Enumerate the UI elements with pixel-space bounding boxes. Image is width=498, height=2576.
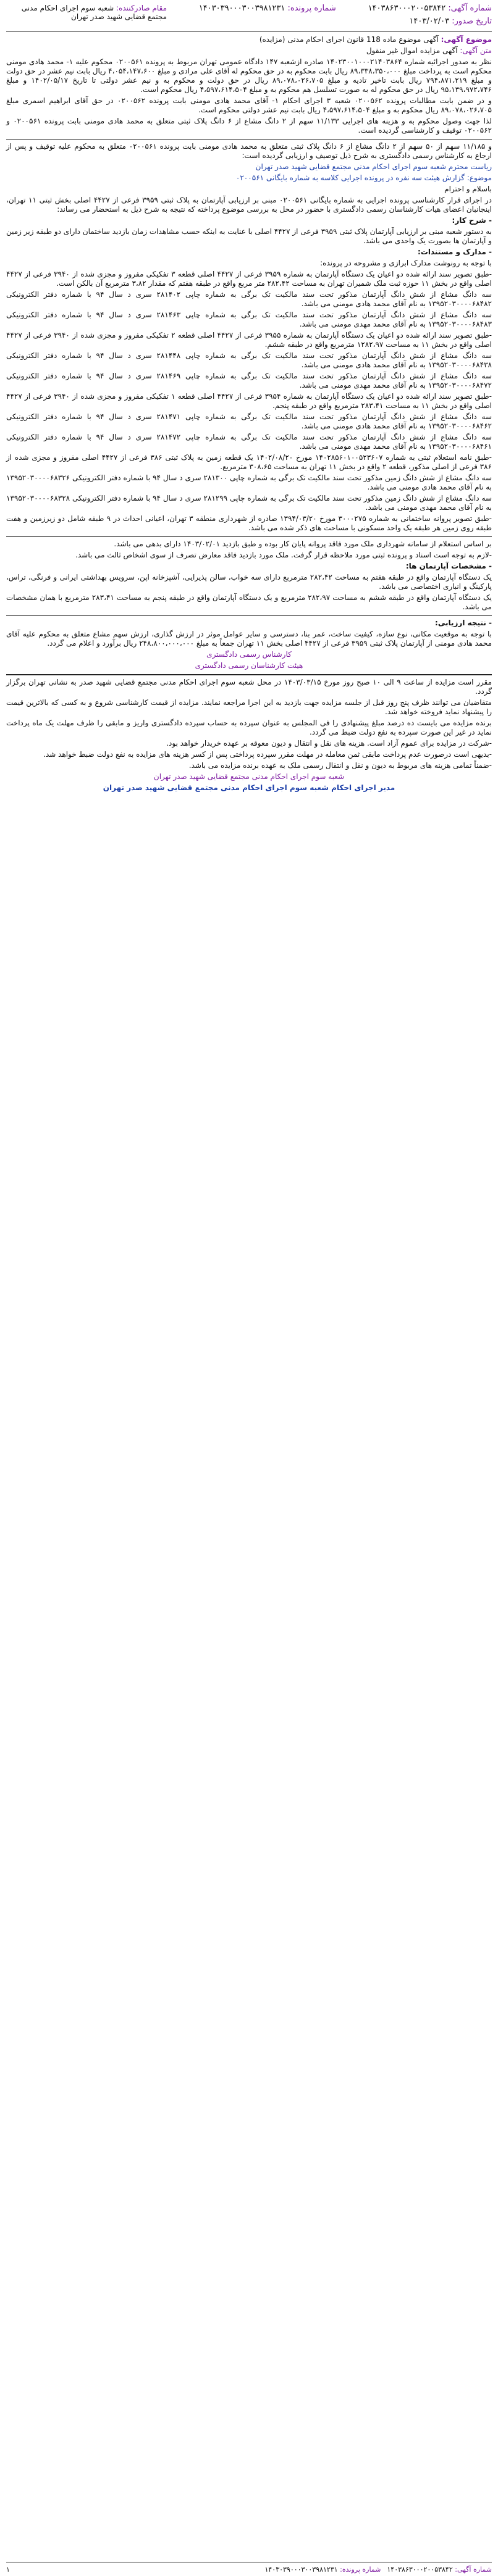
notice-body xyxy=(6,31,492,793)
paragraph-22: بر اساس استعلام از سامانه شهرداری ملک مورد فاقد پروانه پایان کار بوده و طبق بازدید ۱۴۰۳/۰۲/۰۱ دارای بدهی می باشد. xyxy=(114,540,492,548)
paragraph-18: -طبق تصویر پروانه ساختمانی به شماره ۳۰۰۰۲۷۵ مورخ ۱۳۹۴/۰۳/۲۰ صادره از شهرداری منطقه ۳ تهران، اعیانی احداث در ۹ طبقه شامل دو زیرزمین و هفت طبقه روی زمین هر طبقه یک واحد مسکونی با مساحت های ذکر شده می باشد. xyxy=(6,514,492,532)
issue-date-label: تاریخ صدور: xyxy=(452,17,492,26)
intro-value: آگهی مزایده اموال غیر منقول xyxy=(366,46,458,55)
footer-notice-value: ۱۴۰۳۸۶۳۰۰۰۲۰۰۵۳۸۴۲ xyxy=(387,2565,453,2574)
paragraph-4: و ۱۱/۱۸۵ سهم از ۵۰ سهم از ۲ دانگ مشاع از ۶ دانگ پلاک ثبتی متعلق به محمد هادی مومنی بابت پرونده ۰۲۰۰۵۶۱ متعلق به محکوم علیه توقیف و پس از ارجاع به کارشناس رسمی دادگستری به شرح ذیل توصیف و ارزیابی گردیده است: xyxy=(6,142,492,160)
paragraph-15: -طبق نامه استعلام ثبتی به شماره ۱۴۰۲۸۵۶۰۱۰۰۵۲۳۶۰۷ مورخ ۱۴۰۲/۰۸/۲۰ یک قطعه زمین به پلاک ثبتی ۳۸۶ فرعی از ۴۴۲۷ اصلی مفروز و مجزی شده از ۳۸۶ فرعی از اصلی مذکور، قطعه ۲ واقع در بخش ۱۱ تهران به مساحت ۳۰۸،۶۵ مترمربع. xyxy=(6,453,492,471)
greeting: باسلام و احترام xyxy=(444,185,492,193)
paragraph-31: -ضمناً تمامی هزینه های مربوط به دیون و نقل و انتقال رسمی ملک به عهده برنده مزایده می باشد. xyxy=(188,761,492,770)
footer-notice-label: شماره آگهی: xyxy=(455,2565,492,2574)
paragraph-12: -طبق تصویر سند ارائه شده دو اعیان یک دستگاه آپارتمان به شماره ۳۹۵۴ فرعی از ۴۴۲۷ اصلی قطعه ۱ تفکیکی مفروز و مجزی شده از ۳۹۴۰ فرعی از ۴۴۲۷ اصلی واقع در بخش ۱۱ به مساحت ۲۸۳،۴۱ مترمربع واقع در طبقه پنجم. xyxy=(6,392,492,410)
recipient: ریاست محترم شعبه سوم اجرای احکام مدنی مجتمع قضایی شهید صدر تهران xyxy=(255,162,492,171)
page-number: ۱ xyxy=(6,2565,10,2574)
divider xyxy=(6,674,492,675)
notice-number-label: شماره آگهی: xyxy=(448,4,492,13)
paragraph-13: سه دانگ مشاع از شش دانگ آپارتمان مذکور تحت سند مالکیت تک برگی به شماره چاپی ۲۸۱۴۷۱ سری د سال ۹۴ با شماره دفتر الکترونیکی ۱۳۹۵۲۰۳۰۰۰۰۶۸۴۶۲ به نام آقای محمد هادی مومنی می باشد. xyxy=(6,412,492,430)
topic-label: موضوع آگهی: xyxy=(441,35,492,44)
footer-record-value: ۱۴۰۳۰۳۹۰۰۰۳۰۰۳۹۸۱۲۳۱ xyxy=(264,2565,338,2574)
paragraph-8: سه دانگ مشاع از شش دانگ آپارتمان مذکور تحت سند مالکیت تک برگی به شماره چاپی ۲۸۱۴۶۳ سری د سال ۹۴ با شماره دفتر الکترونیکی ۱۳۹۵۲۰۳۰۰۰۰۶۸۴۸۳ به نام آقای محمد مهدی مومنی می باشد. xyxy=(6,311,492,328)
divider xyxy=(6,536,492,537)
header-right-column xyxy=(368,4,492,26)
section-work-heading: - شرح کار: xyxy=(452,216,492,225)
section-result-heading: - نتیجه ارزیابی: xyxy=(435,619,492,627)
paragraph-11: سه دانگ مشاع از شش دانگ آپارتمان مذکور تحت سند مالکیت تک برگی به شماره چاپی ۲۸۱۴۶۹ سری د سال ۹۴ با شماره دفتر الکترونیکی ۱۳۹۵۲۰۳۰۰۰۰۶۸۴۷۲ به نام آقای محمد مهدی مومنی می باشد. xyxy=(6,372,492,390)
paragraph-27: متقاضیان می توانند ظرف پنج روز قبل از جلسه مزایده جهت بازدید به این اجرا مراجعه نمایند. مزایده از قیمت کارشناسی شروع و به کسی که بالاترین قیمت را پیشنهاد نماید فروخته خواهد شد. xyxy=(6,698,492,716)
paragraph-29: -شرکت در مزایده برای عموم آزاد است. هزینه های نقل و انتقال و دیون معوقه بر عهده خریدار خواهد بود. xyxy=(166,739,492,748)
paragraph-30: -بدیهی است درصورت عدم پرداخت مابقی ثمن معامله در مهلت مقرر سپرده پرداختی پس از کسر هزینه های مزایده به نفع دولت ضبط خواهد شد. xyxy=(43,750,492,759)
notice-header xyxy=(6,0,492,31)
record-number xyxy=(199,4,336,13)
paragraph-28: برنده مزایده می بایست ده درصد مبلغ پیشنهادی را فی المجلس به عنوان سپرده به حساب سپرده دادگستری واریز و مابقی را ظرف مهلت یک ماه پرداخت نماید در غیر این صورت سپرده به نفع دولت ضبط می گردد. xyxy=(6,719,492,736)
issuer xyxy=(6,4,167,21)
record-number-label: شماره پرونده: xyxy=(287,4,336,13)
divider xyxy=(6,139,492,140)
paragraph-7: سه دانگ مشاع از شش دانگ آپارتمان مذکور تحت سند مالکیت تک برگی به شماره چاپی ۲۸۱۴۰۲ سری د سال ۹۴ با شماره دفتر الکترونیکی ۱۳۹۵۲۰۳۰۰۰۰۶۸۴۸۲ به نام آقای محمد هادی مومنی می باشد. xyxy=(6,290,492,308)
section-specs-heading: - مشخصات آپارتمان ها: xyxy=(405,562,492,570)
footer-notice xyxy=(387,2566,492,2574)
divider xyxy=(6,615,492,616)
footer-right xyxy=(264,2566,492,2574)
paragraph-26: مقرر است مزایده از ساعت ۹ الی ۱۰ صبح روز مورخ ۱۴۰۳/۰۳/۱۵ در محل شعبه سوم اجرای احکام مدنی مجتمع قضایی شهید صدر به نشانی تهران برگزار گردد. xyxy=(6,678,492,696)
signature: مدیر اجرای احکام شعبه سوم اجرای احکام مدنی مجتمع قضایی شهید صدر تهران xyxy=(103,783,395,792)
paragraph-23: -لازم به توجه است اسناد و پرونده ثبتی مورد ملاحظه قرار گرفت. ملک مورد بازدید فاقد معارض تصرف از سوی اشخاص ثالث می باشد. xyxy=(75,551,492,559)
paragraph-9: -طبق تصویر سند ارائه شده دو اعیان یک دستگاه آپارتمان به شماره ۳۹۵۵ فرعی از ۴۴۲۷ اصلی قطعه ۲ تفکیکی مفروز و مجزی شده از ۳۹۴۰ فرعی از ۴۴۲۷ اصلی واقع در بخش ۱۱ به مساحت ۱۲۸۲،۹۷ مترمربع واقع در طبقه ششم. xyxy=(6,331,492,349)
intro-label: متن آگهی: xyxy=(460,46,492,55)
notice-topic xyxy=(6,35,492,44)
notice-number xyxy=(368,4,492,13)
paragraph-10: سه دانگ مشاع از شش دانگ آپارتمان مذکور تحت سند مالکیت تک برگی به شماره چاپی ۲۸۱۴۴۸ سری د سال ۹۴ با شماره دفتر الکترونیکی ۱۳۹۵۲۰۳۰۰۰۰۶۸۴۳۸ به نام آقای محمد هادی مومنی می باشد. xyxy=(6,351,492,369)
closing-block-2: هیئت کارشناسان رسمی دادگستری xyxy=(195,661,303,670)
paragraph-25: با توجه به موقعیت مکانی، نوع سازه، کیفیت ساخت، عمر بنا، دسترسی و سایر عوامل موثر در ارزش گذاری، ارزش سهم مشاع متعلق به محکوم علیه آقای محمد هادی مومنی از آپارتمان پلاک ثبتی ۳۹۵۹ فرعی از ۴۴۲۷ اصلی بخش ۱۱ تهران جمعاً به مبلغ ۲۴۸،۸۰۰،۰۰۰،۰۰۰ ریال برآورد و اعلام می گردد. xyxy=(6,630,492,648)
paragraph-5: در اجرای قرار کارشناسی پرونده اجرایی به شماره بایگانی ۰۲۰۰۵۶۱ مبنی بر ارزیابی آپارتمان به پلاک ثبتی ۳۹۵۹ فرعی از ۴۴۲۷ اصلی بخش ثبتی ۱۱ تهران، اینجانبان اعضای هیات کارشناسان رسمی دادگستری با حضور در محل به بررسی موضوع پرداخته که نتیجه به شرح ذیل به استحضار می رساند: xyxy=(6,196,492,214)
paragraph-17: سه دانگ مشاع از شش دانگ زمین مذکور تحت سند مالکیت تک برگی به شماره چاپی ۲۸۱۲۹۹ سری د سال ۹۴ با شماره دفتر الکترونیکی ۱۳۹۵۲۰۳۰۰۰۰۶۸۳۲۸ به نام آقای محمد مهدی مومنی می باشد. xyxy=(6,494,492,512)
paragraph-6: -طبق تصویر سند ارائه شده دو اعیان یک دستگاه آپارتمان به شماره ۳۹۵۹ فرعی از ۴۴۲۷ اصلی قطعه ۳ تفکیکی مفروز و مجزی شده از ۳۹۴۰ فرعی از ۴۴۲۷ اصلی واقع در بخش ۱۱ حوزه ثبت ملک شمیران تهران به مساحت ۲۸۲،۴۲ متر مربع واقع در طبقه هفتم که مقدار ۳،۸۲ مترمربع آن بالکن است. xyxy=(6,270,492,288)
closing-block-3: شعبه سوم اجرای احکام مدنی مجتمع قضایی شهید صدر تهران xyxy=(153,772,345,781)
paragraph-21: یک دستگاه آپارتمان واقع در طبقه ششم به مساحت ۲۸۲،۹۷ مترمربع و یک دستگاه آپارتمان واقع در طبقه پنجم به مساحت ۲۸۳،۴۱ مترمربع با همان مشخصات می باشد. xyxy=(6,593,492,611)
record-number-value: ۱۴۰۳۰۳۹۰۰۰۳۰۰۳۹۸۱۲۳۱ xyxy=(198,4,285,13)
footer-record xyxy=(264,2566,381,2574)
issue-date xyxy=(368,17,492,26)
section-docs-heading: - مدارک و مستندات: xyxy=(418,248,492,256)
paragraph-14: سه دانگ مشاع از شش دانگ آپارتمان مذکور تحت سند مالکیت تک برگی به شماره چاپی ۲۸۱۴۷۲ سری د سال ۹۴ با شماره دفتر الکترونیکی ۱۳۹۵۲۰۳۰۰۰۰۶۸۴۶۱ به نام آقای محمد مهدی مومنی می باشد. xyxy=(6,433,492,451)
paragraph-1: نظر به صدور اجرائیه شماره ۱۴۰۲۳۰۰۱۰۰۰۲۱۴۰۳۸۶۴ صادره ازشعبه ۱۴۷ دادگاه عمومی تهران مربوط به پرونده ۰۲۰۰۵۶۱ محکوم علیه ۱- محمد هادی مومنی محکوم است به پرداخت مبلغ ۸۹،۳۳۸،۳۵۰،۰۰۰ ریال بابت محکوم به در حق محکوم له آقای علی مرادی و مبلغ ۴،۰۵۴،۱۴۷،۶۰۰ ریال بابت نیم عشر در حق دولت و مبلغ ۷۹۴،۸۷۱،۲۱۹ ریال بابت تاخیر تادیه و مبلغ ۸۹،۰۷۸،۰۲۶،۷۰۵ ریال در حق دولت و محکوم به و نیم عشر دولتی تا تاریخ ۱۴۰۲/۰۵/۱۷ و مبلغ ۹۵،۱۳۹،۹۷۲،۷۴۶ ریال در حق محکوم له به صورت تسلسل هم محکوم به و مبلغ ۴،۵۹۷،۶۱۴،۵۰۴ ریال محکوم است. xyxy=(6,57,492,94)
section-work-text: به دستور شعبه مبنی بر ارزیابی آپارتمان پلاک ثبتی ۳۹۵۹ فرعی از ۴۴۲۷ اصلی با عنایت به اینکه حسب مشاهدات زمان بازدید ساختمان دارای دو طبقه زیر زمین و آپارتمان ها بصورت یک واحدی می باشد. xyxy=(6,227,492,245)
header-left-column xyxy=(6,4,167,21)
topic-value: آگهی موضوع ماده 118 قانون اجرای احکام مدنی (مزایده) xyxy=(259,35,439,44)
notice-footer xyxy=(6,2562,492,2576)
report-subject: موضوع: گزارش هیئت سه نفره در پرونده اجرایی کلاسه به شماره بایگانی ۰۲۰۰۵۶۱ xyxy=(235,173,492,182)
footer-record-label: شماره پرونده: xyxy=(340,2565,381,2574)
section-docs-text: با توجه به رونوشت مدارک ابرازی و مشروحه در پرونده: xyxy=(320,259,492,267)
paragraph-20: یک دستگاه آپارتمان واقع در طبقه هفتم به مساحت ۲۸۲،۴۲ مترمربع دارای سه خواب، سالن پذیرایی، آشپزخانه اپن، سرویس بهداشتی ایرانی و فرنگی، تراس، پارکینگ و انباری اختصاصی می باشد. xyxy=(6,573,492,591)
issuer-value: شعبه سوم اجرای احکام مدنی مجتمع قضایی شهید صدر تهران xyxy=(21,4,167,21)
issuer-label: مقام صادرکننده: xyxy=(116,4,167,12)
paragraph-3: لذا جهت وصول محکوم به و هزینه های اجرایی ۱۱/۱۳۳ سهم از ۲ دانگ مشاع از ۶ دانگ پلاک ثبتی متعلق به محمد هادی مومنی بابت پرونده ۰۲۰۰۵۶۱ و ۰۲۰۰۵۶۲ توقیف و کارشناسی گردیده است. xyxy=(6,117,492,135)
paragraph-2: و در ضمن بابت مطالبات پرونده ۰۲۰۰۵۶۲ شعبه ۳ اجرای احکام ۱- آقای محمد هادی مومنی بابت پرونده ۰۲۰۰۵۶۲ در حق آقای ابراهیم اسمری مبلغ ۸۹،۰۷۸،۰۲۶،۷۰۵ ریال محکوم به و مبلغ ۴،۵۹۷،۶۱۴،۵۰۴ ریال بابت نیم عشر دولتی محکوم است. xyxy=(6,96,492,114)
notice-intro xyxy=(6,46,492,56)
closing-block-1: کارشناس رسمی دادگستری xyxy=(206,650,292,659)
paragraph-16: سه دانگ مشاع از شش دانگ زمین مذکور تحت سند مالکیت تک برگی به شماره چاپی ۲۸۱۳۰۰ سری د سال ۹۴ با شماره دفتر الکترونیکی ۱۳۹۵۲۰۳۰۰۰۰۶۸۳۲۶ به نام آقای محمد هادی مومنی می باشد. xyxy=(6,473,492,491)
issue-date-value: ۱۴۰۳/۰۲/۰۳ xyxy=(409,17,450,26)
header-middle-column xyxy=(199,4,336,13)
notice-number-value: ۱۴۰۳۸۶۳۰۰۰۲۰۰۵۳۸۴۲ xyxy=(368,4,446,13)
